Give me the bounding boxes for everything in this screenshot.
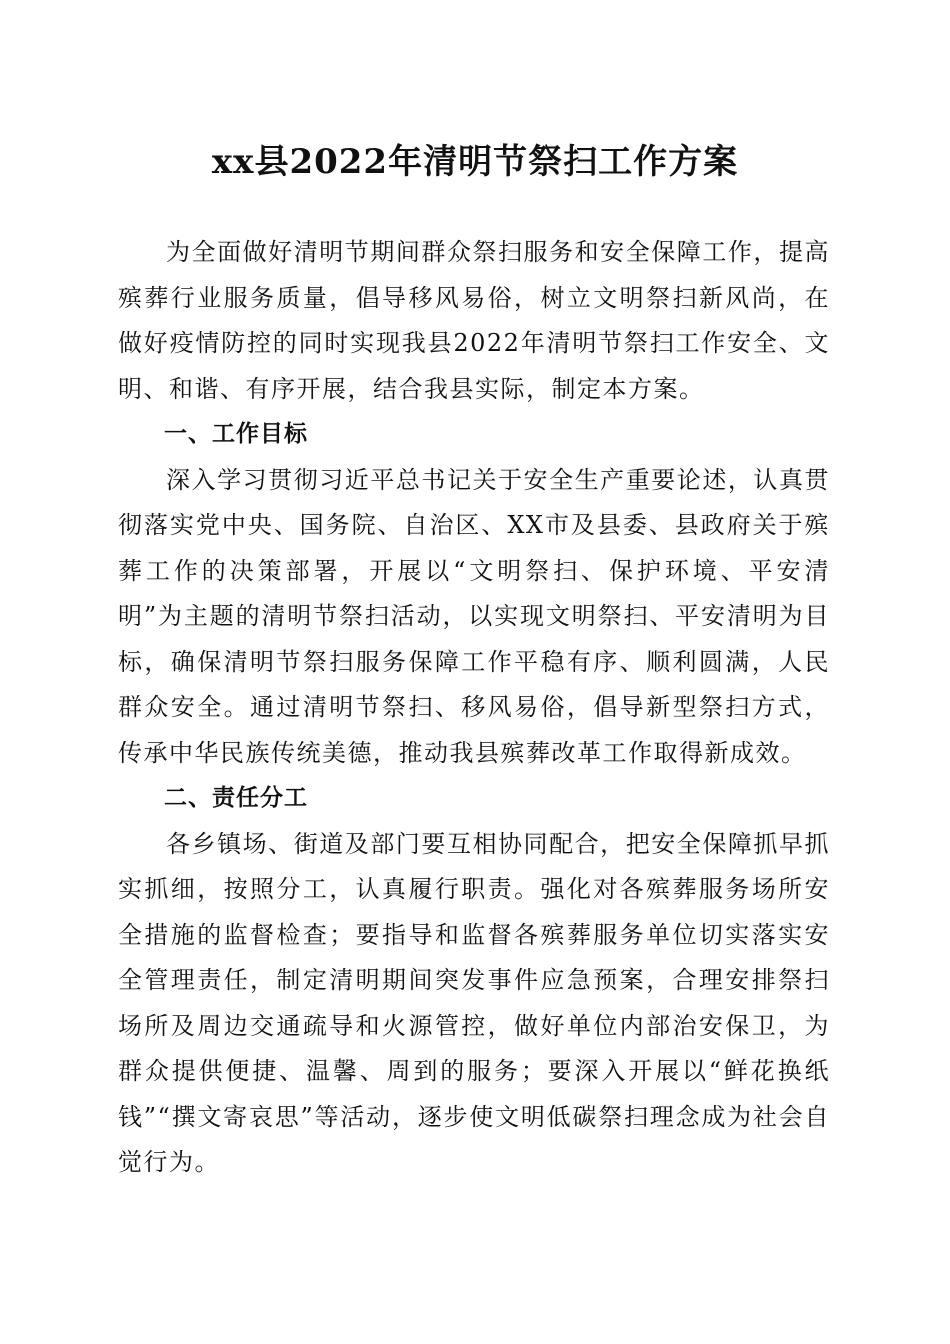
document-title: xx县2022年清明节祭扫工作方案 bbox=[211, 142, 739, 182]
intro-paragraph: 为全面做好清明节期间群众祭扫服务和安全保障工作，提高殡葬行业服务质量，倡导移风易俗，树立文明祭扫新风尚，在做好疫情防控的同时实现我县2022年清明节祭扫工作安全、文明、和谐、有序开展，结合我县实际，制定本方案。 bbox=[118, 238, 830, 403]
document-body bbox=[118, 230, 830, 1186]
section-paragraph-responsibilities: 各乡镇场、街道及部门要互相协同配合，把安全保障抓早抓实抓细，按照分工，认真履行职责。强化对各殡葬服务场所安全措施的监督检查；要指导和监督各殡葬服务单位切实落实安全管理责任，制定清明期间突发事件应急预案，合理安排祭扫场所及周边交通疏导和火源管控，做好单位内部治安保卫，为群众提供便捷、温馨、周到的服务；要深入开展以“鲜花换纸钱”“撰文寄哀思”等活动，逐步使文明低碳祭扫理念成为社会自觉行为。 bbox=[118, 829, 830, 1176]
section-heading-goals: 一、工作目标 bbox=[164, 421, 308, 447]
section-paragraph-goals: 深入学习贯彻习近平总书记关于安全生产重要论述，认真贯彻落实党中央、国务院、自治区、XX市及县委、县政府关于殡葬工作的决策部署，开展以“文明祭扫、保护环境、平安清明”为主题的清明节祭扫活动，以实现文明祭扫、平安清明为目标，确保清明节祭扫服务保障工作平稳有序、顺利圆满，人民群众安全。通过清明节祭扫、移风易俗，倡导新型祭扫方式，传承中华民族传统美德，推动我县殡葬改革工作取得新成效。 bbox=[118, 465, 830, 767]
section-heading-responsibilities: 二、责任分工 bbox=[164, 785, 308, 811]
